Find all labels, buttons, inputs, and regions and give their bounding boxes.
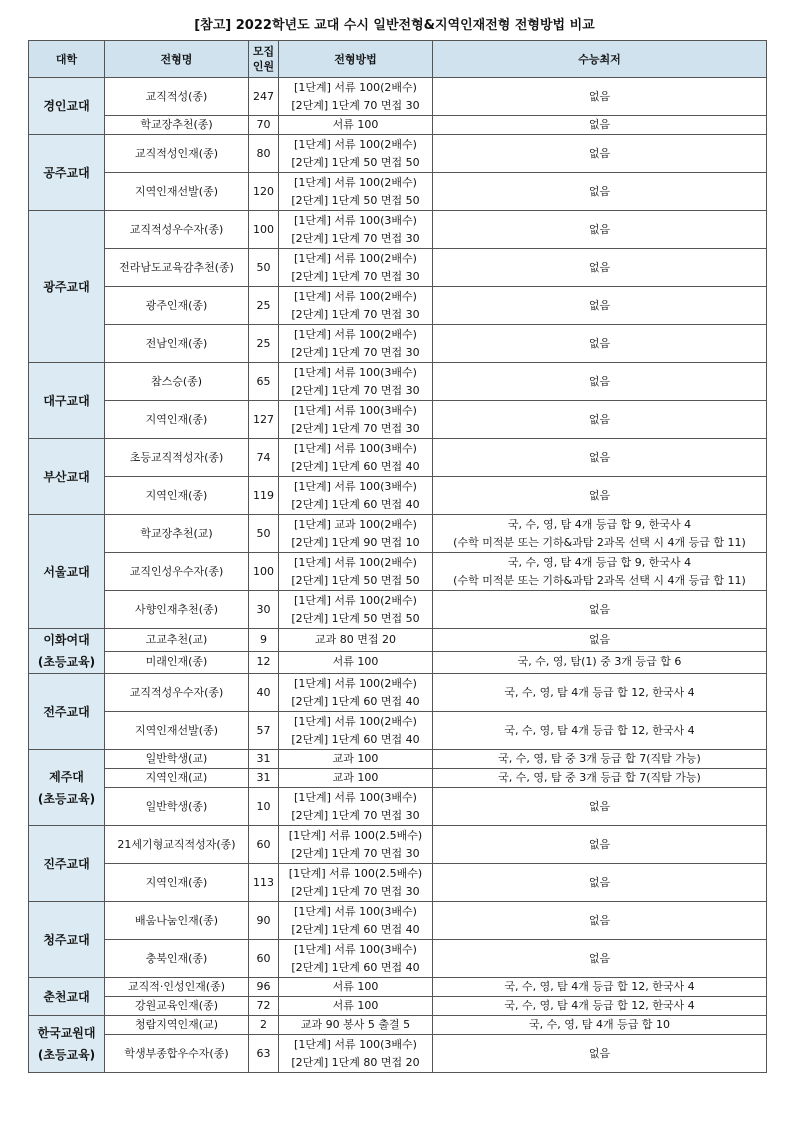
- table-row: [29, 1016, 767, 1035]
- university-cell: 대구교대: [29, 363, 105, 439]
- method-line: [1단계] 서류 100(2배수): [294, 327, 417, 341]
- csat-line: 없음: [588, 837, 611, 851]
- csat-line: 없음: [588, 875, 611, 889]
- csat-line: 국, 수, 영, 탐 중 3개 등급 합 7(직탐 가능): [498, 752, 701, 765]
- method-line: [1단계] 서류 100(2배수): [294, 714, 417, 728]
- method-line: [2단계] 1단계 50 면접 50: [291, 155, 420, 169]
- table-row: [29, 477, 767, 515]
- csat-line: 국, 수, 영, 탐 4개 등급 합 12, 한국사 4: [504, 685, 695, 699]
- header-count: 모집 인원: [249, 41, 279, 78]
- csat-line: (수학 미적분 또는 기하&과탐 2과목 선택 시 4개 등급 합 11): [453, 535, 746, 549]
- selection-method-cell: [279, 363, 433, 401]
- admission-name-cell: 청람지역인재(교): [105, 1016, 249, 1035]
- recruit-count-cell: 120: [249, 173, 279, 211]
- admission-name-cell: 교직인성우수자(종): [105, 553, 249, 591]
- method-line: [2단계] 1단계 70 면접 30: [291, 808, 420, 822]
- csat-line: 없음: [588, 184, 611, 198]
- method-line: [1단계] 서류 100(3배수): [294, 942, 417, 956]
- method-line: 교과 100: [332, 752, 379, 765]
- csat-line: 없음: [588, 222, 611, 236]
- university-cell: 한국교원대 (초등교육): [29, 1016, 105, 1073]
- recruit-count-cell: 60: [249, 826, 279, 864]
- table-row: [29, 978, 767, 997]
- selection-method-cell: [279, 553, 433, 591]
- csat-line: 없음: [588, 913, 611, 927]
- method-line: [1단계] 서류 100(2배수): [294, 555, 417, 569]
- method-line: [1단계] 서류 100(3배수): [294, 1037, 417, 1051]
- table-row: [29, 401, 767, 439]
- csat-minimum-cell: [433, 135, 767, 173]
- csat-line: 없음: [588, 89, 611, 103]
- csat-minimum-cell: [433, 477, 767, 515]
- method-line: [1단계] 서류 100(2.5배수): [288, 828, 423, 842]
- university-cell: 제주대 (초등교육): [29, 750, 105, 826]
- admission-name-cell: 초등교직적성자(종): [105, 439, 249, 477]
- table-row: [29, 515, 767, 553]
- recruit-count-cell: 25: [249, 325, 279, 363]
- csat-minimum-cell: [433, 997, 767, 1016]
- admission-name-cell: 지역인재(교): [105, 769, 249, 788]
- university-cell: 경인교대: [29, 78, 105, 135]
- table-row: [29, 997, 767, 1016]
- method-line: [2단계] 1단계 50 면접 50: [291, 193, 420, 207]
- csat-minimum-cell: [433, 629, 767, 652]
- csat-line: 없음: [588, 260, 611, 274]
- method-line: [1단계] 서류 100(2.5배수): [288, 866, 423, 880]
- admission-name-cell: 교직적성우수자(종): [105, 674, 249, 712]
- csat-line: 없음: [588, 799, 611, 813]
- table-row: [29, 826, 767, 864]
- recruit-count-cell: 80: [249, 135, 279, 173]
- table-row: [29, 249, 767, 287]
- csat-line: 없음: [588, 602, 611, 616]
- csat-minimum-cell: [433, 325, 767, 363]
- selection-method-cell: [279, 591, 433, 629]
- table-row: [29, 788, 767, 826]
- university-cell: 전주교대: [29, 674, 105, 750]
- admission-name-cell: 교직적성우수자(종): [105, 211, 249, 249]
- method-line: [1단계] 서류 100(3배수): [294, 213, 417, 227]
- table-row: [29, 864, 767, 902]
- table-row: [29, 439, 767, 477]
- admission-name-cell: 지역인재(종): [105, 864, 249, 902]
- method-line: [2단계] 1단계 70 면접 30: [291, 231, 420, 245]
- csat-line: 없음: [588, 118, 611, 131]
- recruit-count-cell: 50: [249, 249, 279, 287]
- csat-minimum-cell: [433, 651, 767, 674]
- table-row: [29, 1035, 767, 1073]
- csat-minimum-cell: [433, 1035, 767, 1073]
- csat-minimum-cell: [433, 211, 767, 249]
- csat-minimum-cell: [433, 978, 767, 997]
- csat-line: 없음: [588, 298, 611, 312]
- csat-minimum-cell: [433, 712, 767, 750]
- csat-minimum-cell: [433, 769, 767, 788]
- recruit-count-cell: 247: [249, 78, 279, 116]
- selection-method-cell: [279, 78, 433, 116]
- university-cell: 공주교대: [29, 135, 105, 211]
- university-cell: 이화여대 (초등교육): [29, 629, 105, 674]
- selection-method-cell: [279, 211, 433, 249]
- recruit-count-cell: 113: [249, 864, 279, 902]
- admission-name-cell: 지역인재선발(종): [105, 173, 249, 211]
- recruit-count-cell: 40: [249, 674, 279, 712]
- method-line: [2단계] 1단계 60 면접 40: [291, 922, 420, 936]
- csat-minimum-cell: [433, 116, 767, 135]
- csat-minimum-cell: [433, 674, 767, 712]
- table-row: [29, 116, 767, 135]
- table-row: [29, 363, 767, 401]
- method-line: 교과 90 봉사 5 출결 5: [300, 1018, 411, 1031]
- table-row: [29, 591, 767, 629]
- selection-method-cell: [279, 864, 433, 902]
- csat-minimum-cell: [433, 249, 767, 287]
- csat-minimum-cell: [433, 515, 767, 553]
- university-cell: 진주교대: [29, 826, 105, 902]
- selection-method-cell: [279, 712, 433, 750]
- recruit-count-cell: 63: [249, 1035, 279, 1073]
- header-admission-name: 전형명: [105, 41, 249, 78]
- admission-name-cell: 학교장추천(교): [105, 515, 249, 553]
- header-csat-minimum: 수능최저: [433, 41, 767, 78]
- university-cell: 춘천교대: [29, 978, 105, 1016]
- admission-name-cell: 지역인재선발(종): [105, 712, 249, 750]
- method-line: [2단계] 1단계 70 면접 30: [291, 421, 420, 435]
- recruit-count-cell: 12: [249, 651, 279, 674]
- recruit-count-cell: 72: [249, 997, 279, 1016]
- csat-minimum-cell: [433, 826, 767, 864]
- method-line: [1단계] 서류 100(3배수): [294, 441, 417, 455]
- recruit-count-cell: 10: [249, 788, 279, 826]
- method-line: [1단계] 서류 100(2배수): [294, 80, 417, 94]
- table-row: [29, 135, 767, 173]
- csat-line: 없음: [588, 146, 611, 160]
- method-line: [2단계] 1단계 50 면접 50: [291, 573, 420, 587]
- admission-name-cell: 지역인재(종): [105, 477, 249, 515]
- table-row: [29, 902, 767, 940]
- csat-minimum-cell: [433, 553, 767, 591]
- csat-minimum-cell: [433, 287, 767, 325]
- table-row: [29, 674, 767, 712]
- recruit-count-cell: 100: [249, 553, 279, 591]
- csat-line: (수학 미적분 또는 기하&과탐 2과목 선택 시 4개 등급 합 11): [453, 573, 746, 587]
- method-line: [2단계] 1단계 60 면접 40: [291, 732, 420, 746]
- admission-name-cell: 교직적성(종): [105, 78, 249, 116]
- admission-name-cell: 지역인재(종): [105, 401, 249, 439]
- csat-line: 국, 수, 영, 탐 4개 등급 합 12, 한국사 4: [504, 999, 695, 1012]
- csat-minimum-cell: [433, 1016, 767, 1035]
- method-line: [1단계] 서류 100(3배수): [294, 365, 417, 379]
- selection-method-cell: [279, 439, 433, 477]
- method-line: [1단계] 서류 100(2배수): [294, 137, 417, 151]
- method-line: 서류 100: [332, 118, 379, 131]
- table-row: [29, 712, 767, 750]
- table-row: [29, 750, 767, 769]
- selection-method-cell: [279, 1016, 433, 1035]
- recruit-count-cell: 2: [249, 1016, 279, 1035]
- admission-name-cell: 교직적·인성인재(종): [105, 978, 249, 997]
- selection-method-cell: [279, 769, 433, 788]
- header-univ: 대학: [29, 41, 105, 78]
- university-cell: 광주교대: [29, 211, 105, 363]
- admission-name-cell: 전라남도교육감추천(종): [105, 249, 249, 287]
- csat-line: 없음: [588, 412, 611, 426]
- selection-method-cell: [279, 629, 433, 652]
- recruit-count-cell: 90: [249, 902, 279, 940]
- csat-line: 없음: [588, 450, 611, 464]
- method-line: [1단계] 서류 100(2배수): [294, 251, 417, 265]
- method-line: [2단계] 1단계 70 면접 30: [291, 884, 420, 898]
- csat-line: 없음: [588, 488, 611, 502]
- recruit-count-cell: 9: [249, 629, 279, 652]
- csat-line: 국, 수, 영, 탐(1) 중 3개 등급 합 6: [517, 655, 682, 669]
- method-line: [1단계] 서류 100(3배수): [294, 790, 417, 804]
- method-line: 교과 80 면접 20: [315, 632, 396, 646]
- csat-minimum-cell: [433, 750, 767, 769]
- csat-minimum-cell: [433, 940, 767, 978]
- method-line: 서류 100: [332, 980, 379, 993]
- method-line: [1단계] 서류 100(2배수): [294, 175, 417, 189]
- recruit-count-cell: 100: [249, 211, 279, 249]
- table-row: [29, 553, 767, 591]
- selection-method-cell: [279, 750, 433, 769]
- recruit-count-cell: 31: [249, 750, 279, 769]
- table-row: [29, 769, 767, 788]
- method-line: [2단계] 1단계 60 면접 40: [291, 459, 420, 473]
- method-line: [2단계] 1단계 70 면접 30: [291, 383, 420, 397]
- admission-name-cell: 일반학생(종): [105, 788, 249, 826]
- admission-name-cell: 사향인재추천(종): [105, 591, 249, 629]
- recruit-count-cell: 96: [249, 978, 279, 997]
- selection-method-cell: [279, 249, 433, 287]
- selection-method-cell: [279, 1035, 433, 1073]
- header-method: 전형방법: [279, 41, 433, 78]
- admission-name-cell: 21세기형교직적성자(종): [105, 826, 249, 864]
- method-line: [2단계] 1단계 80 면접 20: [291, 1055, 420, 1069]
- admission-name-cell: 학교장추천(종): [105, 116, 249, 135]
- admission-name-cell: 학생부종합우수자(종): [105, 1035, 249, 1073]
- document-title: [참고] 2022학년도 교대 수시 일반전형&지역인재전형 전형방법 비교: [194, 18, 595, 33]
- admission-name-cell: 광주인재(종): [105, 287, 249, 325]
- recruit-count-cell: 30: [249, 591, 279, 629]
- selection-method-cell: [279, 515, 433, 553]
- csat-minimum-cell: [433, 788, 767, 826]
- admission-comparison-table: [28, 40, 767, 1073]
- method-line: [1단계] 서류 100(2배수): [294, 676, 417, 690]
- method-line: 서류 100: [332, 999, 379, 1012]
- method-line: 서류 100: [332, 655, 379, 669]
- admission-name-cell: 강원교육인재(종): [105, 997, 249, 1016]
- method-line: [2단계] 1단계 70 면접 30: [291, 98, 420, 112]
- table-row: [29, 940, 767, 978]
- table-row: [29, 651, 767, 674]
- selection-method-cell: [279, 325, 433, 363]
- selection-method-cell: [279, 674, 433, 712]
- recruit-count-cell: 119: [249, 477, 279, 515]
- selection-method-cell: [279, 116, 433, 135]
- csat-line: 국, 수, 영, 탐 4개 등급 합 9, 한국사 4: [507, 555, 692, 569]
- admission-name-cell: 전남인재(종): [105, 325, 249, 363]
- university-cell: 서울교대: [29, 515, 105, 629]
- csat-line: 국, 수, 영, 탐 4개 등급 합 9, 한국사 4: [507, 517, 692, 531]
- selection-method-cell: [279, 788, 433, 826]
- method-line: [1단계] 서류 100(2배수): [294, 289, 417, 303]
- csat-line: 국, 수, 영, 탐 4개 등급 합 12, 한국사 4: [504, 723, 695, 737]
- method-line: [2단계] 1단계 70 면접 30: [291, 345, 420, 359]
- method-line: [2단계] 1단계 70 면접 30: [291, 307, 420, 321]
- csat-line: 없음: [588, 951, 611, 965]
- selection-method-cell: [279, 902, 433, 940]
- csat-minimum-cell: [433, 439, 767, 477]
- csat-line: 국, 수, 영, 탐 중 3개 등급 합 7(직탐 가능): [498, 771, 701, 784]
- method-line: [1단계] 서류 100(3배수): [294, 403, 417, 417]
- admission-name-cell: 배움나눔인재(종): [105, 902, 249, 940]
- recruit-count-cell: 74: [249, 439, 279, 477]
- table-header-row: [29, 41, 767, 78]
- csat-line: 없음: [588, 1046, 611, 1060]
- method-line: [2단계] 1단계 70 면접 30: [291, 269, 420, 283]
- table-row: [29, 629, 767, 652]
- university-cell: 부산교대: [29, 439, 105, 515]
- csat-minimum-cell: [433, 78, 767, 116]
- recruit-count-cell: 70: [249, 116, 279, 135]
- recruit-count-cell: 31: [249, 769, 279, 788]
- selection-method-cell: [279, 978, 433, 997]
- csat-line: 없음: [588, 374, 611, 388]
- method-line: [1단계] 서류 100(3배수): [294, 479, 417, 493]
- admission-name-cell: 교직적성인재(종): [105, 135, 249, 173]
- table-row: [29, 287, 767, 325]
- csat-minimum-cell: [433, 591, 767, 629]
- selection-method-cell: [279, 287, 433, 325]
- csat-minimum-cell: [433, 173, 767, 211]
- selection-method-cell: [279, 135, 433, 173]
- selection-method-cell: [279, 940, 433, 978]
- admission-name-cell: 충북인재(종): [105, 940, 249, 978]
- selection-method-cell: [279, 477, 433, 515]
- csat-line: 국, 수, 영, 탐 4개 등급 합 12, 한국사 4: [504, 980, 695, 993]
- method-line: [1단계] 교과 100(2배수): [294, 517, 417, 531]
- method-line: [1단계] 서류 100(2배수): [294, 593, 417, 607]
- csat-line: 없음: [588, 336, 611, 350]
- recruit-count-cell: 25: [249, 287, 279, 325]
- selection-method-cell: [279, 826, 433, 864]
- method-line: [2단계] 1단계 90 면접 10: [291, 535, 420, 549]
- table-row: [29, 325, 767, 363]
- admission-name-cell: 미래인재(종): [105, 651, 249, 674]
- method-line: [1단계] 서류 100(3배수): [294, 904, 417, 918]
- csat-minimum-cell: [433, 864, 767, 902]
- csat-line: 없음: [588, 632, 611, 646]
- table-row: [29, 173, 767, 211]
- selection-method-cell: [279, 401, 433, 439]
- method-line: [2단계] 1단계 60 면접 40: [291, 960, 420, 974]
- recruit-count-cell: 57: [249, 712, 279, 750]
- university-cell: 청주교대: [29, 902, 105, 978]
- recruit-count-cell: 50: [249, 515, 279, 553]
- admission-name-cell: 일반학생(교): [105, 750, 249, 769]
- csat-minimum-cell: [433, 401, 767, 439]
- admission-name-cell: 참스승(종): [105, 363, 249, 401]
- selection-method-cell: [279, 997, 433, 1016]
- csat-minimum-cell: [433, 363, 767, 401]
- csat-minimum-cell: [433, 902, 767, 940]
- method-line: [2단계] 1단계 60 면접 40: [291, 694, 420, 708]
- selection-method-cell: [279, 651, 433, 674]
- csat-line: 국, 수, 영, 탐 4개 등급 합 10: [529, 1018, 670, 1031]
- method-line: [2단계] 1단계 50 면접 50: [291, 611, 420, 625]
- selection-method-cell: [279, 173, 433, 211]
- method-line: 교과 100: [332, 771, 379, 784]
- method-line: [2단계] 1단계 70 면접 30: [291, 846, 420, 860]
- table-body: [29, 78, 767, 1073]
- recruit-count-cell: 65: [249, 363, 279, 401]
- recruit-count-cell: 127: [249, 401, 279, 439]
- method-line: [2단계] 1단계 60 면접 40: [291, 497, 420, 511]
- admission-name-cell: 고교추천(교): [105, 629, 249, 652]
- recruit-count-cell: 60: [249, 940, 279, 978]
- table-row: [29, 211, 767, 249]
- table-row: [29, 78, 767, 116]
